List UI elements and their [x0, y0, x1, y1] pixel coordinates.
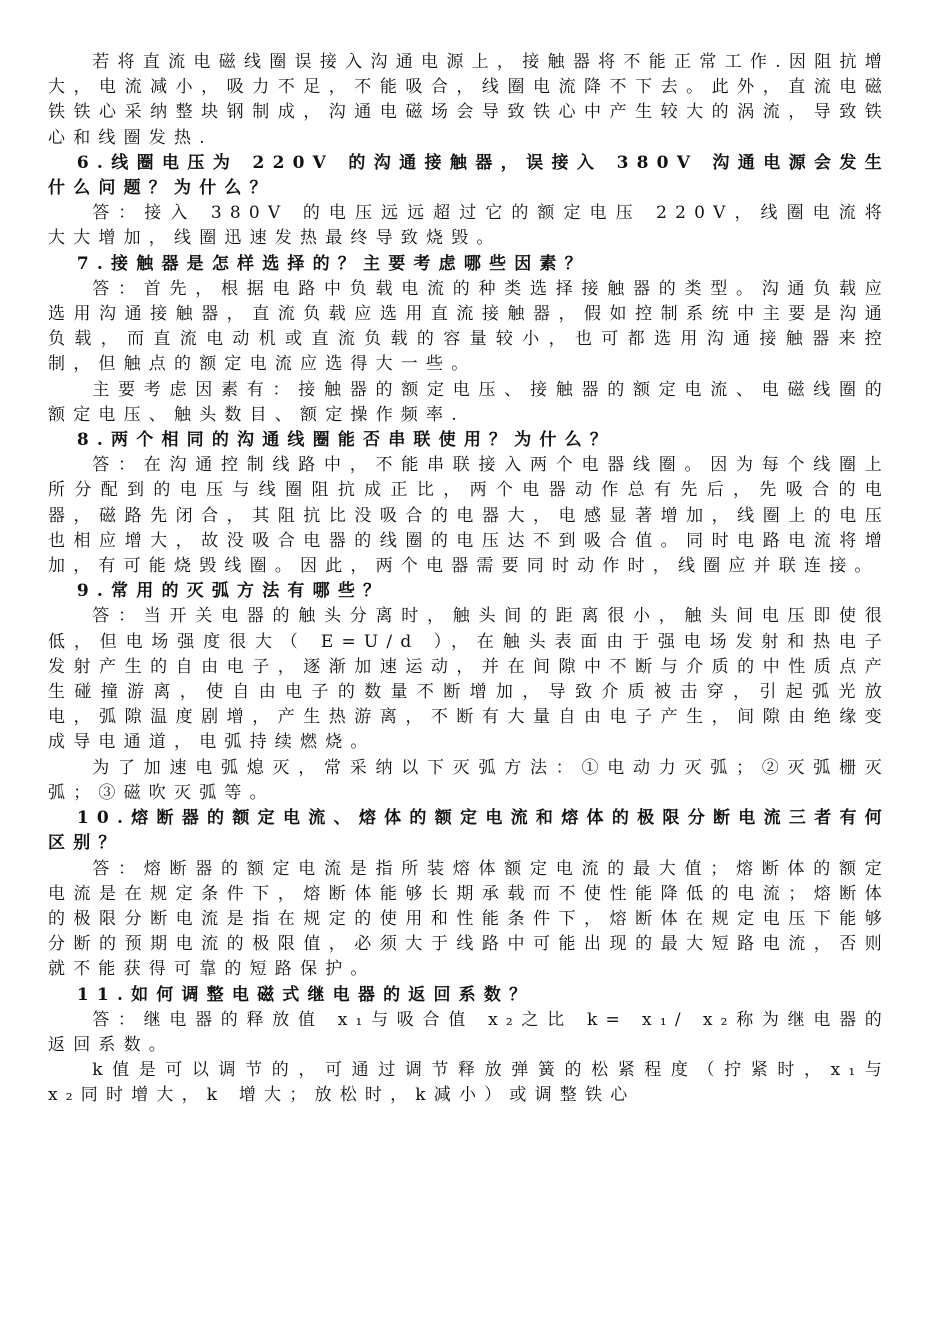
question-11-heading: 11.如何调整电磁式继电器的返回系数？ [76, 984, 535, 1005]
answer-7-paragraph: 答：首先，根据电路中负载电流的种类选择接触器的类型。沟通负载应选用沟通接触器，直流负载应选用直流接触器，假如控制系统中主要是沟通负载，而直流电动机或直流负载的容量较小，也可都选用沟通接触器来控制，但触点的额定电流应选得大一些。 [48, 278, 890, 375]
question-9-heading: 9.常用的灭弧方法有哪些？ [76, 581, 389, 602]
answer-11-k-value-paragraph: k值是可以调节的，可通过调节释放弹簧的松紧程度（拧紧时，x₁与 x₂同时增大，k 增大；放松时，k减小）或调整铁心 [48, 1060, 890, 1106]
answer-11-paragraph: 答：继电器的释放值 x₁与吸合值 x₂之比 k= x₁/ x₂称为继电器的返回系数。 [48, 1009, 890, 1055]
answer-10-paragraph: 答：熔断器的额定电流是指所装熔体额定电流的最大值；熔断体的额定电流是在规定条件下，熔断体能够长期承载而不使性能降低的电流；熔断体的极限分断电流是指在规定的使用和性能条件下，熔断体在规定电压下能够分断的预期电流的极限值，必须大于线路中可能出现的最大短路电流，否则就不能获得可靠的短路保护。 [48, 858, 890, 980]
question-10-heading: 10.熔断器的额定电流、熔体的额定电流和熔体的极限分断电流三者有何区别？ [48, 808, 890, 854]
paragraph-dc-coil-on-ac: 若将直流电磁线圈误接入沟通电源上，接触器将不能正常工作.因阻抗增大，电流减小，吸力不足，不能吸合，线圈电流降不下去。此外，直流电磁铁铁心采纳整块钢制成，沟通电磁场会导致铁心中产生较大的涡流，导致铁心和线圈发热. [48, 52, 890, 148]
question-6-heading: 6.线圈电压为 220V 的沟通接触器，误接入 380V 沟通电源会发生什么问题？为什么？ [48, 152, 890, 199]
answer-9-paragraph: 答：当开关电器的触头分离时，触头间的距离很小，触头间电压即使很低，但电场强度很大（ E=U/d ），在触头表面由于强电场发射和热电子发射产生的自由电子，逐渐加速运动，并在间隙中不断与介质的中性质点产生碰撞游离，使自由电子的数量不断增加，导致介质被击穿，引起弧光放电，弧隙温度剧增，产生热游离，不断有大量自由电子产生，间隙由绝缘变成导电通道，电弧持续燃烧。 [48, 606, 890, 753]
document-page [48, 50, 890, 1109]
answer-8-paragraph: 答：在沟通控制线路中，不能串联接入两个电器线圈。因为每个线圈上所分配到的电压与线圈阻抗成正比，两个电器动作总有先后，先吸合的电器，磁路先闭合，其阻抗比没吸合的电器大，电感显著增加，线圈上的电压也相应增大，故没吸合电器的线圈的电压达不到吸合值。同时电路电流将增加，有可能烧毁线圈。因此，两个电器需要同时动作时，线圈应并联连接。 [48, 455, 890, 577]
answer-6-paragraph: 答：接入 380V 的电压远远超过它的额定电压 220V，线圈电流将大大增加，线圈迅速发热最终导致烧毁。 [48, 203, 890, 249]
question-7-heading: 7.接触器是怎样选择的？主要考虑哪些因素？ [76, 253, 590, 274]
question-8-heading: 8.两个相同的沟通线圈能否串联使用？为什么？ [76, 430, 616, 451]
answer-9-methods-paragraph: 为了加速电弧熄灭，常采纳以下灭弧方法：①电动力灭弧；②灭弧栅灭弧；③磁吹灭弧等。 [48, 757, 890, 803]
answer-7-factors-paragraph: 主要考虑因素有：接触器的额定电压、接触器的额定电流、电磁线圈的额定电压、触头数目、额定操作频率. [48, 379, 890, 425]
